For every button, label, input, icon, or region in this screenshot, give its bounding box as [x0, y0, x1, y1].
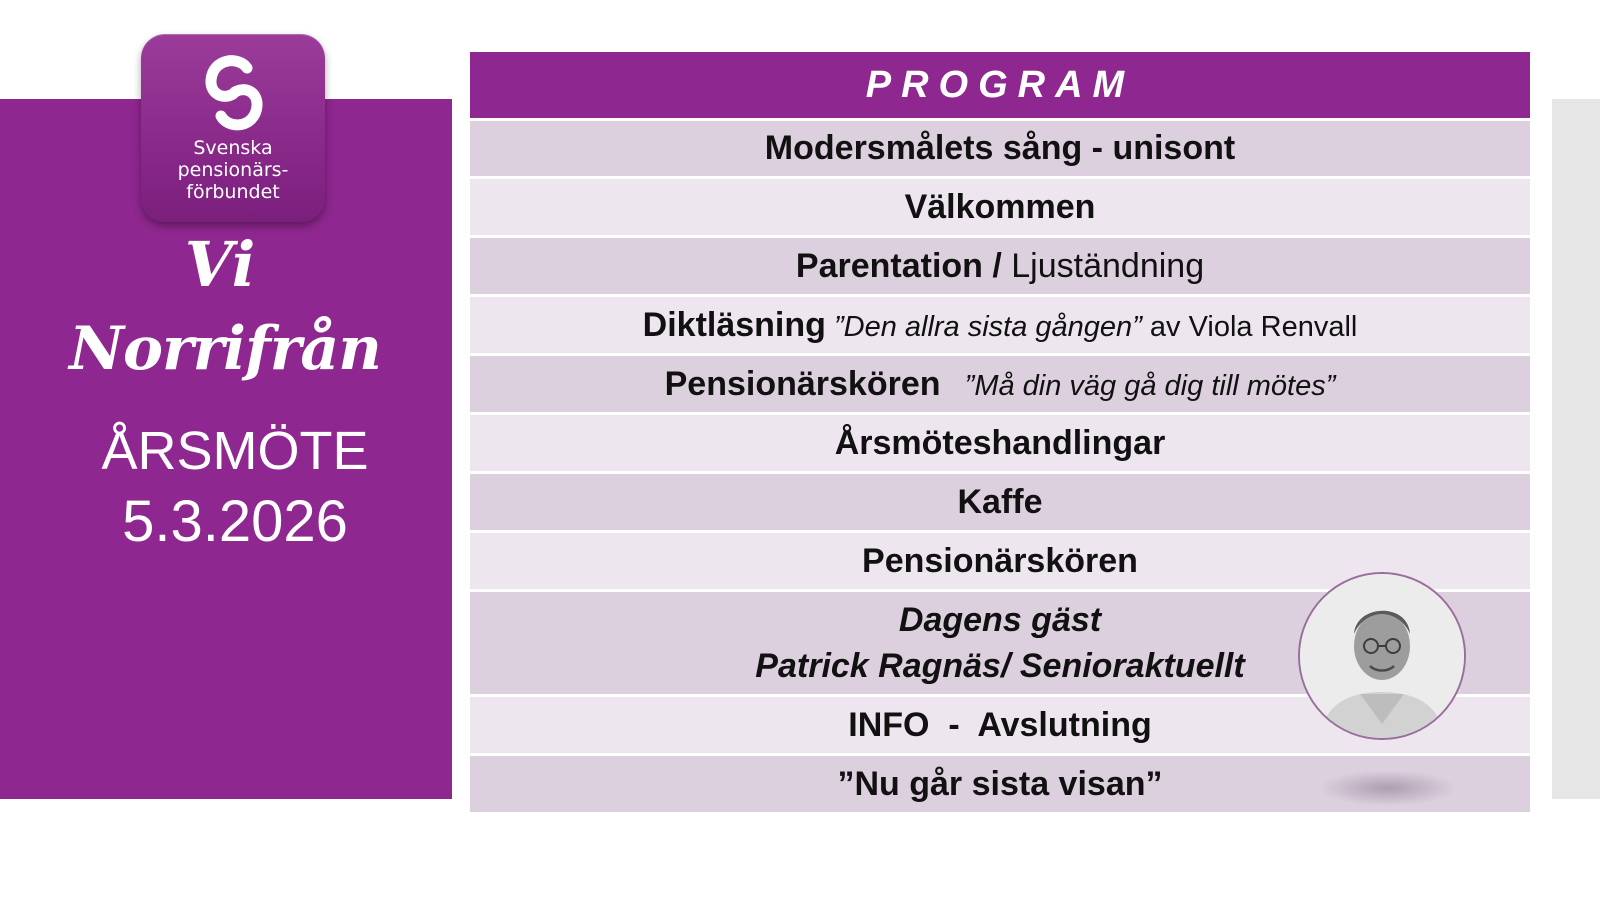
logo-line-1: Svenska — [193, 137, 273, 159]
program-item-normal: Ljuständning — [1001, 246, 1205, 285]
program-item-bold: Modersmålets sång - unisont — [764, 129, 1236, 167]
program-item-bold: ”Nu går sista visan” — [837, 764, 1163, 803]
program-item — [470, 118, 1530, 176]
guest-portrait-photo — [1298, 572, 1466, 740]
program-item-line1: Dagens gäst — [898, 601, 1102, 639]
program-item-bold: Pensionärskören — [862, 541, 1138, 580]
guest-portrait-icon — [1300, 574, 1464, 738]
program-item-line — [835, 424, 1166, 463]
program-item-line — [796, 247, 1204, 286]
logo-line-2: pensionärs- — [177, 159, 289, 181]
program-item-line — [837, 765, 1162, 804]
program-item-line — [643, 306, 1358, 345]
program-item-quote: ”Må din väg gå dig till mötes” — [940, 369, 1336, 402]
program-item-line2: Patrick Ragnäs/ Senioraktuellt — [755, 647, 1245, 685]
program-header: PROGRAM — [470, 52, 1530, 118]
program-item — [470, 471, 1530, 530]
program-item-line — [665, 365, 1336, 404]
program-item-bold: INFO - Avslutning — [848, 705, 1152, 744]
program-item — [470, 294, 1530, 353]
spf-logo — [141, 34, 325, 222]
program-item-bold: Välkommen — [904, 187, 1096, 226]
event-date: 5.3.2026 — [122, 489, 348, 554]
logo-line-3: förbundet — [186, 181, 280, 203]
program-item-rest: av Viola Renvall — [1141, 310, 1358, 343]
program-item — [470, 235, 1530, 294]
right-side-strip — [1552, 99, 1600, 799]
program-item-bold: Diktläsning — [642, 305, 826, 344]
program-item — [470, 412, 1530, 471]
spf-logo-icon — [199, 54, 269, 134]
program-item-line — [848, 706, 1151, 745]
title-norrifran: Norrifrån — [69, 314, 381, 384]
program-item-quote: ”Den allra sista gången” — [825, 310, 1142, 343]
title-vi: Vi — [184, 228, 256, 301]
program-item-bold: Pensionärskören — [664, 364, 941, 403]
title-arsmote: ÅRSMÖTE — [101, 421, 369, 481]
program-item-bold: Årsmöteshandlingar — [834, 423, 1166, 462]
program-item-bold: Parentation / — [795, 246, 1002, 285]
program-item-line — [765, 129, 1235, 168]
program-item-line — [862, 542, 1138, 581]
program-item-line — [957, 483, 1042, 522]
program-item — [470, 353, 1530, 412]
program-item-bold: Kaffe — [957, 482, 1043, 521]
logo-wordmark — [141, 137, 325, 203]
program-item-line — [905, 188, 1096, 227]
program-item — [470, 176, 1530, 235]
photo-shadow — [1318, 770, 1458, 806]
